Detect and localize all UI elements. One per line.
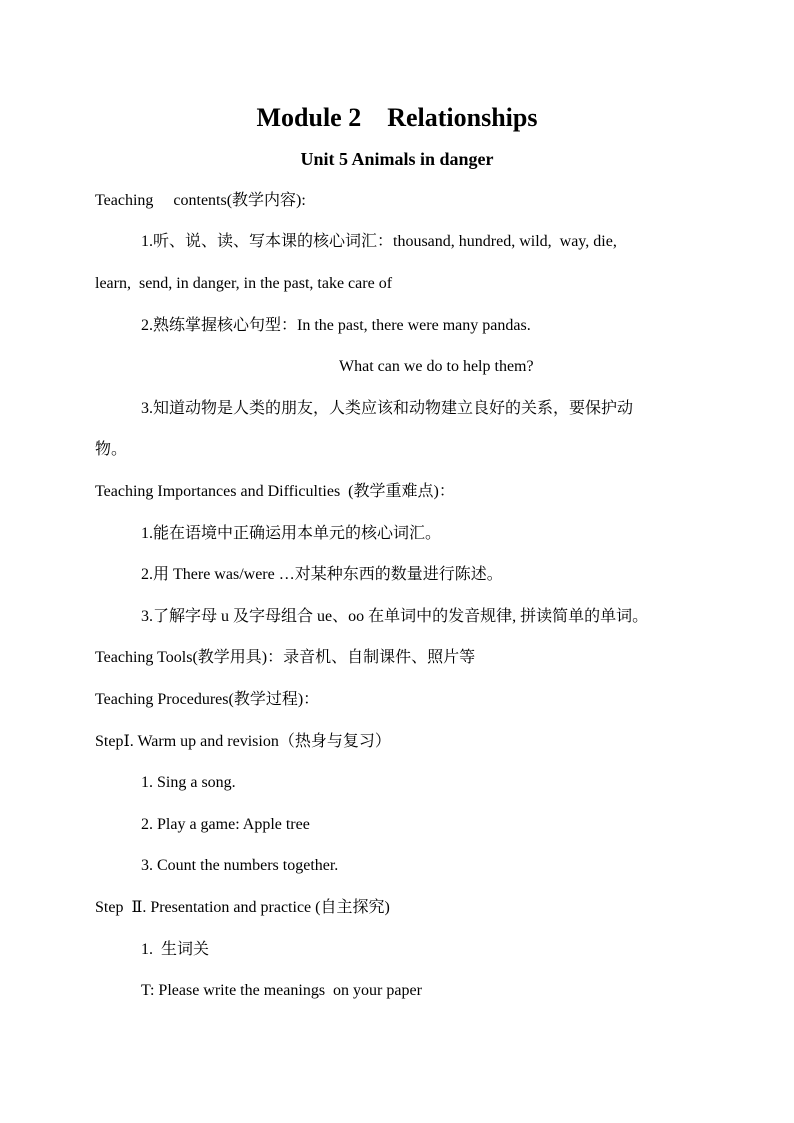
- content-item-1: 1.听、说、读、写本课的核心词汇：thousand, hundred, wild, way, die,: [141, 233, 617, 250]
- page-subtitle: Unit 5 Animals in danger: [300, 149, 494, 169]
- section-heading-procedures: Teaching Procedures(教学过程)：: [95, 691, 320, 708]
- page-title: Module 2 Relationships: [256, 103, 538, 132]
- step-2-heading: Step Ⅱ. Presentation and practice (自主探究): [95, 899, 390, 916]
- section-heading-contents: Teaching contents(教学内容):: [95, 192, 306, 209]
- content-item-1-continued: learn, send, in danger, in the past, take care of: [95, 275, 393, 292]
- importance-item-3: 3.了解字母 u 及字母组合 ue、oo 在单词中的发音规律, 拼读简单的单词。: [141, 608, 649, 625]
- step-2-instruction: T: Please write the meanings on your paper: [141, 982, 422, 999]
- content-item-3-continued: 物。: [95, 441, 128, 458]
- step-1-item-3: 3. Count the numbers together.: [141, 857, 339, 874]
- section-heading-tools: Teaching Tools(教学用具)：录音机、自制课件、照片等: [95, 649, 476, 666]
- content-item-2: 2.熟练掌握核心句型：In the past, there were many pandas.: [141, 317, 531, 334]
- section-heading-importances: Teaching Importances and Difficulties (教学重难点)：: [95, 483, 455, 500]
- step-1-item-1: 1. Sing a song.: [141, 774, 236, 791]
- step-1-item-2: 2. Play a game: Apple tree: [141, 816, 310, 833]
- content-item-2-continued: What can we do to help them?: [339, 358, 534, 375]
- step-2-item-1: 1. 生词关: [141, 941, 210, 958]
- content-item-3: 3.知道动物是人类的朋友，人类应该和动物建立良好的关系，要保护动: [141, 400, 634, 417]
- importance-item-1: 1.能在语境中正确运用本单元的核心词汇。: [141, 525, 442, 542]
- step-1-heading: StepⅠ. Warm up and revision（热身与复习）: [95, 733, 391, 750]
- importance-item-2: 2.用 There was/were …对某种东西的数量进行陈述。: [141, 566, 503, 583]
